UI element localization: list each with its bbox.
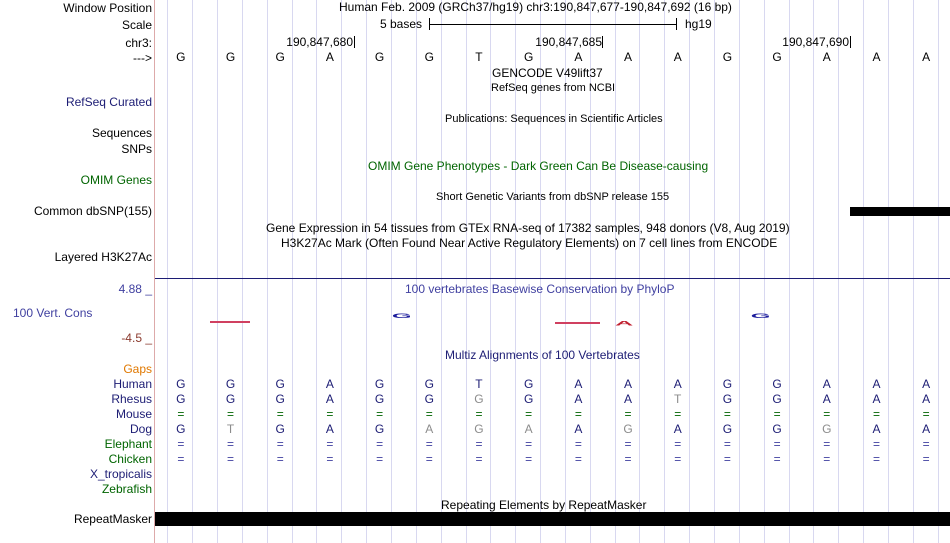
h3k27ac-track-label[interactable]: Layered H3K27Ac xyxy=(54,250,152,264)
repeatmasker-track-title[interactable]: Repeating Elements by RepeatMasker xyxy=(441,498,647,512)
alignment-base: = xyxy=(723,407,731,421)
gridline xyxy=(441,0,442,543)
strand-label: ---> xyxy=(133,51,152,65)
alignment-base: G xyxy=(772,377,782,391)
alignment-base: = xyxy=(872,452,880,466)
track-label-column xyxy=(0,0,154,543)
species-label[interactable]: Human xyxy=(113,377,152,391)
alignment-base: A xyxy=(922,422,931,436)
cons-max-label: 4.88 _ xyxy=(118,282,152,296)
alignment-base: A xyxy=(822,377,831,391)
alignment-base: = xyxy=(574,452,582,466)
alignment-base: G xyxy=(722,377,733,391)
alignment-base: G xyxy=(523,377,534,391)
omim-track-title[interactable]: OMIM Gene Phenotypes - Dark Green Can Be Disease-causing xyxy=(368,159,709,173)
alignment-base: G xyxy=(772,422,782,436)
gtex-track-title[interactable]: Gene Expression in 54 tissues from GTEx RNA-seq of 17382 samples, 948 donors (V8, Aug 2019) xyxy=(266,221,790,235)
chrom-label: chr3: xyxy=(125,36,152,50)
alignment-base: G xyxy=(225,377,236,391)
alignment-base: A xyxy=(425,422,434,436)
alignment-base: A xyxy=(574,422,583,436)
alignment-base: = xyxy=(475,437,483,451)
alignment-base: G xyxy=(424,392,434,406)
alignment-base: A xyxy=(624,377,633,391)
alignment-base: = xyxy=(276,407,284,421)
sequence-base: A xyxy=(673,50,682,64)
cons-bar xyxy=(555,322,600,324)
gridline xyxy=(888,0,889,543)
alignment-base: = xyxy=(376,407,384,421)
alignment-base: A xyxy=(922,392,931,406)
alignment-base: = xyxy=(624,437,632,451)
gridline xyxy=(242,0,243,543)
gridline xyxy=(292,0,293,543)
alignment-base: T xyxy=(475,377,483,391)
alignment-base: A xyxy=(822,392,831,406)
alignment-base: = xyxy=(376,437,384,451)
alignment-base: = xyxy=(922,407,930,421)
sequence-base: G xyxy=(722,50,733,64)
sequence-base: A xyxy=(574,50,583,64)
alignment-base: = xyxy=(624,407,632,421)
gridline xyxy=(863,0,864,543)
pubs-track-title[interactable]: Publications: Sequences in Scientific Articles xyxy=(445,113,663,125)
alignment-base: = xyxy=(475,452,483,466)
alignment-base: = xyxy=(525,437,533,451)
alignment-base: = xyxy=(773,437,781,451)
sequence-base: A xyxy=(872,50,881,64)
gridline xyxy=(366,0,367,543)
sequence-base: A xyxy=(822,50,831,64)
alignment-base: G xyxy=(275,377,285,391)
alignment-base: = xyxy=(177,407,185,421)
alignment-base: G xyxy=(623,422,633,436)
alignment-base: = xyxy=(425,452,433,466)
alignment-base: A xyxy=(673,377,682,391)
alignment-base: = xyxy=(227,407,235,421)
alignment-base: G xyxy=(176,392,186,406)
scale-label: Scale xyxy=(121,18,152,32)
alignment-base: = xyxy=(425,407,433,421)
alignment-base: = xyxy=(227,452,235,466)
track-image-area[interactable] xyxy=(155,0,950,543)
gridline xyxy=(267,0,268,543)
dbsnp-variant-feature[interactable] xyxy=(850,207,950,216)
alignment-base: = xyxy=(574,437,582,451)
multiz-track-title[interactable]: Multiz Alignments of 100 Vertebrates xyxy=(445,348,640,362)
alignment-base: A xyxy=(872,377,881,391)
conservation-logo xyxy=(155,310,950,332)
position-label: 190,847,690 xyxy=(782,35,849,49)
alignment-base: = xyxy=(525,452,533,466)
gridline xyxy=(391,0,392,543)
alignment-base: = xyxy=(475,407,483,421)
gridline xyxy=(192,0,193,543)
gridline xyxy=(813,0,814,543)
alignment-base: A xyxy=(325,392,334,406)
alignment-base: = xyxy=(276,452,284,466)
species-label[interactable]: Rhesus xyxy=(111,392,152,406)
alignment-base: A xyxy=(922,377,931,391)
sequence-base: G xyxy=(275,50,285,64)
omim-track-label[interactable]: OMIM Genes xyxy=(80,173,152,187)
alignment-base: = xyxy=(326,437,334,451)
alignment-base: = xyxy=(773,452,781,466)
species-label[interactable]: Elephant xyxy=(104,437,152,451)
alignment-base: G xyxy=(275,392,285,406)
alignment-base: = xyxy=(823,452,831,466)
pubs-snps-label[interactable]: SNPs xyxy=(121,142,152,156)
assembly-position-text: Human Feb. 2009 (GRCh37/hg19) chr3:190,847,677-190,847,692 (16 bp) xyxy=(339,0,732,14)
cons-logo-letter: G xyxy=(391,311,412,320)
alignment-base: G xyxy=(176,422,186,436)
window-position-label: Window Position xyxy=(63,1,152,15)
alignment-base: = xyxy=(227,437,235,451)
position-tick xyxy=(354,36,355,48)
cons-logo-letter: A xyxy=(615,319,634,327)
refseq-track-label[interactable]: RefSeq Curated xyxy=(65,95,152,109)
gridline xyxy=(789,0,790,543)
pubs-sequences-label[interactable]: Sequences xyxy=(91,126,152,140)
scale-bar-text: 5 bases xyxy=(380,17,423,31)
alignment-base: = xyxy=(425,437,433,451)
alignment-base: G xyxy=(523,392,534,406)
gridline xyxy=(838,0,839,543)
alignment-base: G xyxy=(822,422,832,436)
gridline xyxy=(416,0,417,543)
alignment-base: = xyxy=(326,452,334,466)
cons-track-title[interactable]: 100 vertebrates Basewise Conservation by PhyloP xyxy=(405,282,675,296)
gridline xyxy=(764,0,765,543)
alignment-base: = xyxy=(773,407,781,421)
alignment-base: G xyxy=(722,392,733,406)
alignment-base: = xyxy=(723,437,731,451)
cons-min-label: -4.5 _ xyxy=(121,331,152,345)
alignment-base: = xyxy=(177,437,185,451)
gridline xyxy=(217,0,218,543)
gridline xyxy=(913,0,914,543)
alignment-base: = xyxy=(674,437,682,451)
alignment-base: G xyxy=(374,377,385,391)
alignment-base: = xyxy=(723,452,731,466)
cons-track-border xyxy=(155,278,950,279)
alignment-base: G xyxy=(424,377,434,391)
alignment-base: = xyxy=(922,452,930,466)
species-label[interactable]: X_tropicalis xyxy=(89,467,152,481)
alignment-base: G xyxy=(374,392,385,406)
gridline xyxy=(466,0,467,543)
alignment-base: G xyxy=(374,422,385,436)
sequence-base: G xyxy=(523,50,534,64)
dbsnp-track-title[interactable]: Short Genetic Variants from dbSNP release 155 xyxy=(436,191,670,203)
sequence-base: G xyxy=(772,50,782,64)
alignment-base: G xyxy=(225,392,236,406)
alignment-base: A xyxy=(624,392,633,406)
sequence-base: T xyxy=(475,50,483,64)
h3k27ac-track-title[interactable]: H3K27Ac Mark (Often Found Near Active Regulatory Elements) on 7 cell lines from ENCODE xyxy=(281,236,778,250)
cons-logo-letter: G xyxy=(750,311,771,320)
alignment-base: A xyxy=(872,392,881,406)
gridline xyxy=(739,0,740,543)
alignment-base: = xyxy=(823,407,831,421)
sequence-base: G xyxy=(176,50,186,64)
alignment-base: G xyxy=(772,392,782,406)
cons-track-label[interactable]: 100 Vert. Cons xyxy=(13,306,93,320)
alignment-base: = xyxy=(674,407,682,421)
alignment-base: = xyxy=(872,407,880,421)
alignment-base: A xyxy=(574,392,583,406)
alignment-base: = xyxy=(276,437,284,451)
alignment-base: T xyxy=(226,422,235,436)
position-label: 190,847,685 xyxy=(535,35,602,49)
cons-bar xyxy=(210,321,250,323)
alignment-base: T xyxy=(674,392,682,406)
alignment-base: A xyxy=(325,377,334,391)
alignment-base: G xyxy=(275,422,285,436)
alignment-base: A xyxy=(673,422,682,436)
sequence-base: G xyxy=(424,50,434,64)
gridline xyxy=(714,0,715,543)
gencode-track-title[interactable]: GENCODE V49lift37 xyxy=(492,66,603,80)
alignment-base: = xyxy=(823,437,831,451)
scale-bar-line xyxy=(429,24,677,25)
species-label[interactable]: Chicken xyxy=(108,452,152,466)
alignment-base: = xyxy=(624,452,632,466)
alignment-base: G xyxy=(474,422,484,436)
alignment-base: = xyxy=(376,452,384,466)
alignment-base: = xyxy=(922,437,930,451)
alignment-base: = xyxy=(326,407,334,421)
alignment-base: G xyxy=(474,392,484,406)
species-label[interactable]: Zebrafish xyxy=(101,482,152,496)
alignment-base: A xyxy=(574,377,583,391)
species-label[interactable]: Dog xyxy=(129,422,152,436)
sequence-base: A xyxy=(624,50,633,64)
position-label: 190,847,680 xyxy=(286,35,353,49)
sequence-base: G xyxy=(374,50,385,64)
gridline xyxy=(316,0,317,543)
position-tick xyxy=(602,36,603,48)
alignment-base: = xyxy=(525,407,533,421)
alignment-base: = xyxy=(574,407,582,421)
sequence-base: A xyxy=(922,50,931,64)
scale-bar-right-cap xyxy=(676,18,677,30)
alignment-base: A xyxy=(872,422,881,436)
gridline xyxy=(341,0,342,543)
alignment-base: = xyxy=(177,452,185,466)
sequence-base: G xyxy=(225,50,236,64)
scale-assembly-text: hg19 xyxy=(685,17,712,31)
refseq-track-title[interactable]: RefSeq genes from NCBI xyxy=(491,82,616,94)
gridline xyxy=(664,0,665,543)
alignment-base: G xyxy=(722,422,733,436)
repeatmasker-feature[interactable] xyxy=(155,512,950,526)
gridline xyxy=(639,0,640,543)
species-label[interactable]: Mouse xyxy=(115,407,152,421)
alignment-base: A xyxy=(524,422,533,436)
repeatmasker-track-label[interactable]: RepeatMasker xyxy=(73,512,152,526)
gridline xyxy=(615,0,616,543)
alignment-base: = xyxy=(872,437,880,451)
gridline xyxy=(167,0,168,543)
gridline xyxy=(938,0,939,543)
gridline xyxy=(689,0,690,543)
dbsnp-track-label[interactable]: Common dbSNP(155) xyxy=(33,204,152,218)
alignment-base: G xyxy=(176,377,186,391)
alignment-base: = xyxy=(674,452,682,466)
gaps-label: Gaps xyxy=(123,362,152,376)
position-tick xyxy=(850,36,851,48)
alignment-base: A xyxy=(325,422,334,436)
sequence-base: A xyxy=(325,50,334,64)
